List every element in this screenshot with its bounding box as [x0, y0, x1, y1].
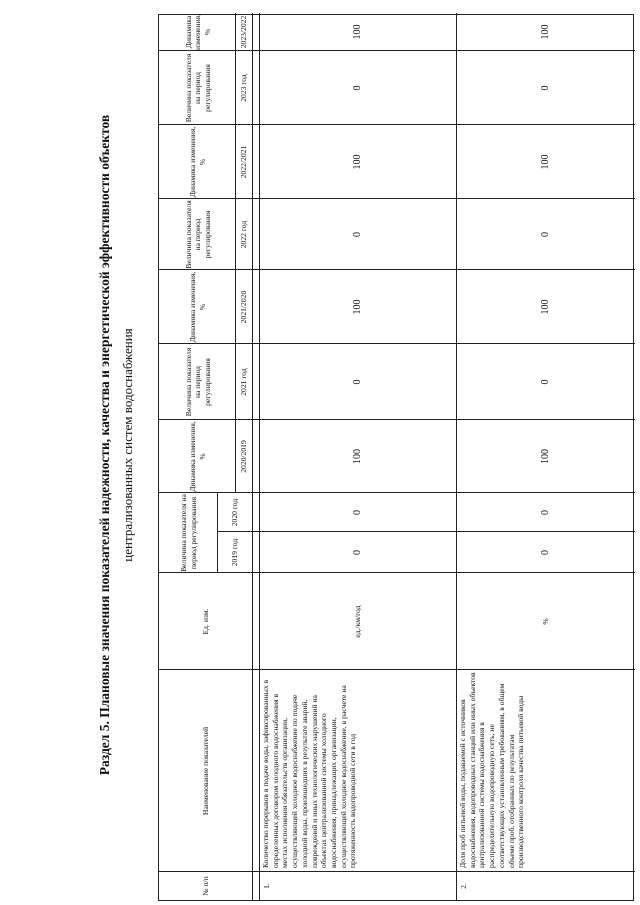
- row-unit: ед./км/год: [352, 605, 362, 638]
- row-value-2020: 0: [351, 510, 363, 515]
- row-dyn-2023: 100: [539, 24, 551, 40]
- header-name: Наименование показателей: [200, 726, 210, 816]
- header-dynamics: Динамика изменения, %: [188, 271, 207, 343]
- header-value: Величина показателя на период регулирования: [183, 347, 212, 417]
- row-dyn-2020: 100: [351, 449, 363, 464]
- section-number: Раздел 5.: [97, 721, 112, 776]
- header-d2022: 2022/2021: [238, 145, 248, 179]
- row-value-2021: 0: [351, 379, 363, 385]
- header-value: Величина показателя на период регулирования: [183, 53, 212, 123]
- row-dyn-2021: 100: [539, 299, 551, 315]
- header-d2023: 2023/2022: [238, 15, 248, 49]
- header-value: Величина показателя на период регулирования: [179, 494, 198, 572]
- row-value-2020: 0: [539, 510, 551, 515]
- row-num: 1.: [262, 883, 272, 889]
- row-name: Количество перерывов в подаче воды, зафиксированных в определенных договором холодного водоснабжения в местах исполнения обязательств организации, осуществляющей холодное водоснабжение по подаче холодной воды, произошедших в результате аварий, повреждений и иных технологических нарушений на объектах централизованной системы холодного водоснабжения, принадлежащих организации, осуществляющей холодное водоснабжение, в расчете на протяженность водопроводной сети в год: [261, 679, 358, 868]
- header-num: № п/п: [200, 876, 210, 896]
- row-dyn-2023: 100: [351, 24, 363, 40]
- row-dyn-2021: 100: [351, 299, 363, 315]
- row-value-2019: 0: [539, 550, 551, 555]
- row-dyn-2022: 100: [351, 154, 363, 170]
- row-name: Доля проб питьевой воды, подаваемой с источников водоснабжения, водопроводных станций или иных объектов централизованной системы водоснабжения в распределительную водопроводную сеть, не соответствующих установленным требованиям, в общем объеме проб, отобранных по результатам производственного контроля качества питьевой воды: [458, 672, 526, 868]
- indicators-table: [158, 14, 634, 901]
- header-d2021: 2021/2020: [238, 290, 248, 324]
- row-value-2022: 0: [351, 232, 363, 237]
- row-value-2023: 0: [351, 85, 363, 91]
- section-title: [97, 45, 113, 845]
- row-value-2021: 0: [539, 379, 551, 385]
- header-unit: Ед. изм.: [200, 608, 210, 635]
- header-d2020: 2020/2019: [238, 440, 248, 473]
- header-2019: 2019 год: [229, 538, 239, 567]
- header-dynamics: Динамика изменения, %: [188, 126, 207, 198]
- header-2023: 2023 год: [238, 74, 248, 102]
- header-dynamics: Динамика изменения, %: [183, 13, 212, 51]
- header-value: Величина показателя на период регулирования: [183, 200, 212, 269]
- row-value-2019: 0: [351, 550, 363, 555]
- header-dynamics: Динамика изменения, %: [188, 421, 207, 492]
- section-title-line1: Плановые значения показателей надежности, качества и энергетической эффективности объектов: [97, 114, 112, 718]
- grid-line: [252, 13, 253, 900]
- section-title-line2: централизованных систем водоснабжения: [120, 328, 135, 562]
- header-2021: 2021 год: [238, 368, 248, 396]
- row-dyn-2022: 100: [539, 154, 551, 170]
- header-2022: 2022 год: [238, 220, 248, 249]
- row-dyn-2020: 100: [539, 449, 551, 464]
- row-value-2022: 0: [539, 232, 551, 237]
- row-num: 2.: [459, 883, 469, 889]
- row-unit: %: [540, 618, 550, 625]
- row-value-2023: 0: [539, 85, 551, 91]
- header-2020: 2020 год: [229, 498, 239, 527]
